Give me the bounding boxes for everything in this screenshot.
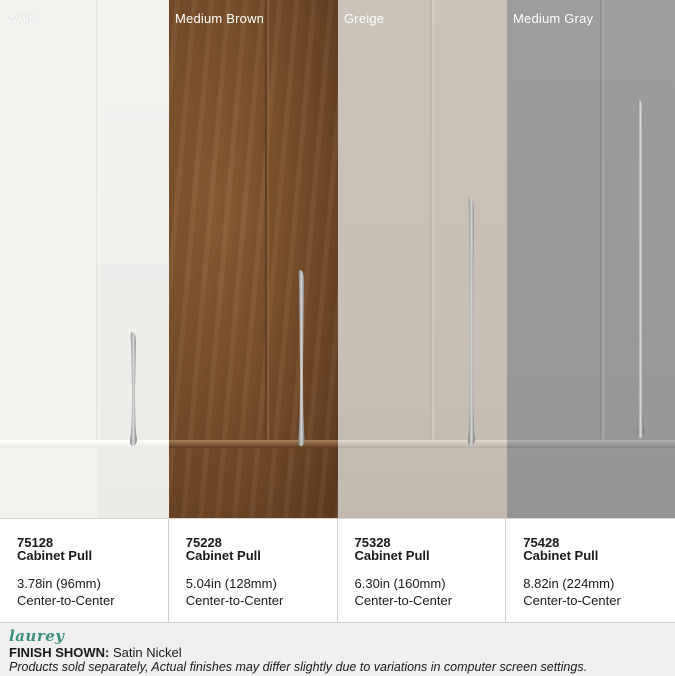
product-name: Cabinet Pull — [354, 548, 430, 563]
product-name: Cabinet Pull — [17, 548, 93, 563]
product-size: 6.30in (160mm) — [354, 576, 446, 591]
door-ledge — [0, 440, 169, 448]
disclaimer: Products sold separately, Actual finishes may differ slightly due to variations in computer screen settings. — [9, 660, 588, 674]
door-ledge — [507, 440, 675, 448]
door-bevel — [96, 0, 100, 440]
finish-label: FINISH SHOWN: — [9, 645, 110, 660]
swatch-medium-brown — [169, 0, 338, 518]
door-bevel — [265, 0, 269, 440]
swatch-medium-gray — [507, 0, 675, 518]
product-measure: Center-to-Center — [17, 593, 115, 608]
product-size: 8.82in (224mm) — [523, 576, 615, 591]
product-measure: Center-to-Center — [523, 593, 621, 608]
door-bevel — [430, 0, 434, 440]
product-info-row — [0, 518, 675, 623]
cabinet-pull-icon — [126, 330, 142, 450]
product-size: 3.78in (96mm) — [17, 576, 101, 591]
product-code: 75228 — [185, 535, 222, 550]
product-measure: Center-to-Center — [185, 593, 284, 608]
product-cell — [338, 519, 507, 623]
brand-logo: laurey — [9, 627, 65, 645]
product-cell — [506, 519, 675, 623]
door-ledge — [338, 440, 507, 448]
product-code: 75428 — [523, 535, 560, 550]
swatch-white — [0, 0, 169, 518]
finish-value: Satin Nickel — [113, 645, 182, 660]
finish-shown — [9, 645, 182, 660]
product-code: 75128 — [17, 535, 54, 550]
product-size: 5.04in (128mm) — [185, 576, 277, 591]
footer — [0, 622, 675, 676]
product-name: Cabinet Pull — [185, 548, 261, 563]
swatch-label: Greige — [344, 11, 385, 26]
swatch-label: Medium Brown — [175, 11, 265, 26]
cabinet-pull-icon — [464, 196, 480, 450]
swatch-greige — [338, 0, 507, 518]
door-ledge — [169, 440, 338, 448]
swatch-label: White — [6, 11, 41, 26]
product-name: Cabinet Pull — [523, 548, 599, 563]
product-code: 75328 — [354, 535, 391, 550]
product-cell — [0, 519, 169, 623]
product-measure: Center-to-Center — [354, 593, 453, 608]
cabinet-pull-icon — [294, 268, 310, 450]
door-bevel — [600, 0, 604, 440]
product-cell — [169, 519, 338, 623]
swatch-label: Medium Gray — [513, 11, 594, 26]
cabinet-pull-icon — [633, 98, 649, 442]
